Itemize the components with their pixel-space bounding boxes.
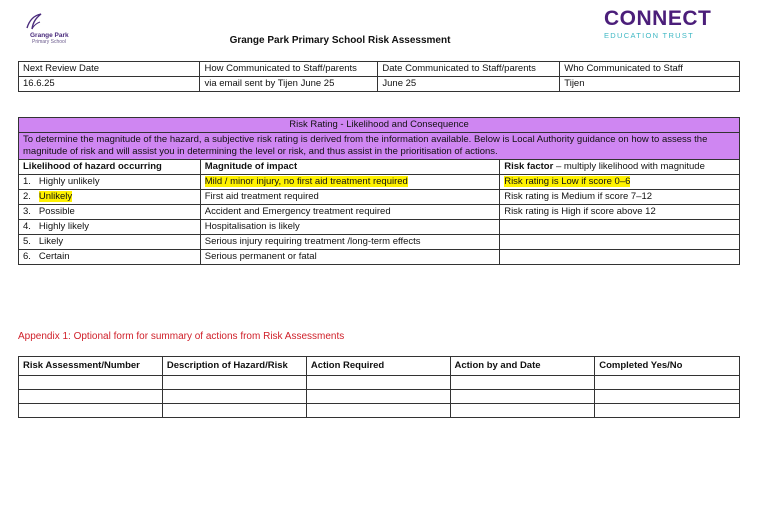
factor-cell: [500, 220, 740, 235]
review-value-row: [19, 77, 740, 92]
empty-cell: [162, 404, 306, 418]
actions-header-cell: Description of Hazard/Risk: [162, 357, 306, 376]
table-row: [19, 175, 740, 190]
factor-label: Risk rating is Low if score 0–6: [504, 176, 631, 187]
empty-cell: [19, 376, 163, 390]
risk-heading-row: [19, 118, 740, 133]
row-number: 6.: [23, 251, 31, 262]
review-comm-date-value: June 25: [378, 77, 560, 92]
school-logo-subtitle: Primary School: [32, 39, 66, 45]
factor-column-header-bold: Risk factor: [504, 161, 554, 172]
row-number: 5.: [23, 236, 31, 247]
review-header-cell: Date Communicated to Staff/parents: [378, 62, 560, 77]
review-table: [18, 61, 740, 92]
empty-cell: [19, 404, 163, 418]
table-row: [19, 190, 740, 205]
empty-cell: [162, 376, 306, 390]
likelihood-cell: [19, 220, 201, 235]
actions-header-cell: Completed Yes/No: [595, 357, 740, 376]
likelihood-cell: [19, 205, 201, 220]
magnitude-column-header: Magnitude of impact: [200, 160, 499, 175]
actions-header-cell: Risk Assessment/Number: [19, 357, 163, 376]
likelihood-label: Unlikely: [38, 191, 73, 202]
trust-logo: [604, 8, 724, 42]
likelihood-label: Highly unlikely: [38, 176, 100, 187]
review-header-cell: How Communicated to Staff/parents: [200, 62, 378, 77]
review-header-cell: Who Communicated to Staff: [560, 62, 740, 77]
magnitude-cell: Serious permanent or fatal: [200, 250, 499, 265]
table-row: [19, 205, 740, 220]
empty-cell: [595, 376, 740, 390]
row-number: 1.: [23, 176, 31, 187]
review-method-value: via email sent by Tijen June 25: [200, 77, 378, 92]
empty-cell: [450, 404, 595, 418]
school-logo-name: Grange Park: [30, 32, 69, 39]
school-crest-icon: [24, 12, 44, 32]
empty-cell: [450, 376, 595, 390]
table-row: [19, 404, 740, 418]
magnitude-cell: Accident and Emergency treatment required: [200, 205, 499, 220]
risk-rating-intro: To determine the magnitude of the hazard, a subjective risk rating is derived from the information available. Below is Local Authority guidance on how to assess the magnitude of risk and will assist you in determining the level or risk, and thus assist in the prioritisation of actions.: [19, 133, 740, 160]
review-date-value: 16.6.25: [19, 77, 200, 92]
likelihood-label: Likely: [38, 236, 64, 247]
likelihood-label: Possible: [38, 206, 75, 217]
row-number: 2.: [23, 191, 31, 202]
review-header-cell: Next Review Date: [19, 62, 200, 77]
magnitude-cell: First aid treatment required: [200, 190, 499, 205]
empty-cell: [306, 376, 450, 390]
review-header-row: [19, 62, 740, 77]
likelihood-cell: [19, 190, 201, 205]
row-number: 4.: [23, 221, 31, 232]
magnitude-cell: Hospitalisation is likely: [200, 220, 499, 235]
factor-column-header: [500, 160, 740, 175]
empty-cell: [306, 390, 450, 404]
table-row: [19, 250, 740, 265]
empty-cell: [306, 404, 450, 418]
document-title: Grange Park Primary School Risk Assessment: [229, 35, 451, 46]
table-row: [19, 235, 740, 250]
table-row: [19, 376, 740, 390]
likelihood-cell: [19, 250, 201, 265]
factor-cell: [500, 175, 740, 190]
magnitude-cell: Serious injury requiring treatment /long-term effects: [200, 235, 499, 250]
factor-cell: Risk rating is High if score above 12: [500, 205, 740, 220]
empty-cell: [595, 390, 740, 404]
appendix-title: Appendix 1: Optional form for summary of actions from Risk Assessments: [18, 331, 345, 342]
empty-cell: [19, 390, 163, 404]
likelihood-label: Certain: [38, 251, 70, 262]
table-row: [19, 390, 740, 404]
risk-intro-row: [19, 133, 740, 160]
risk-rating-heading: Risk Rating - Likelihood and Consequence: [19, 118, 740, 133]
actions-header-cell: Action Required: [306, 357, 450, 376]
actions-header-cell: Action by and Date: [450, 357, 595, 376]
likelihood-column-header: Likelihood of hazard occurring: [19, 160, 201, 175]
likelihood-cell: [19, 175, 201, 190]
magnitude-cell: [200, 175, 499, 190]
likelihood-label: Highly likely: [38, 221, 90, 232]
empty-cell: [162, 390, 306, 404]
factor-cell: Risk rating is Medium if score 7–12: [500, 190, 740, 205]
review-who-value: Tijen: [560, 77, 740, 92]
trust-logo-sub: EDUCATION TRUST: [604, 31, 695, 40]
factor-cell: [500, 250, 740, 265]
trust-logo-main: CONNECT: [604, 7, 712, 30]
factor-column-header-rest: – multiply likelihood with magnitude: [553, 161, 705, 172]
actions-summary-table: [18, 356, 740, 418]
empty-cell: [595, 404, 740, 418]
risk-column-header-row: [19, 160, 740, 175]
magnitude-label: Mild / minor injury, no first aid treatment required: [204, 176, 408, 187]
table-row: [19, 220, 740, 235]
factor-cell: [500, 235, 740, 250]
empty-cell: [450, 390, 595, 404]
actions-header-row: [19, 357, 740, 376]
likelihood-cell: [19, 235, 201, 250]
row-number: 3.: [23, 206, 31, 217]
risk-rating-table: [18, 117, 740, 265]
